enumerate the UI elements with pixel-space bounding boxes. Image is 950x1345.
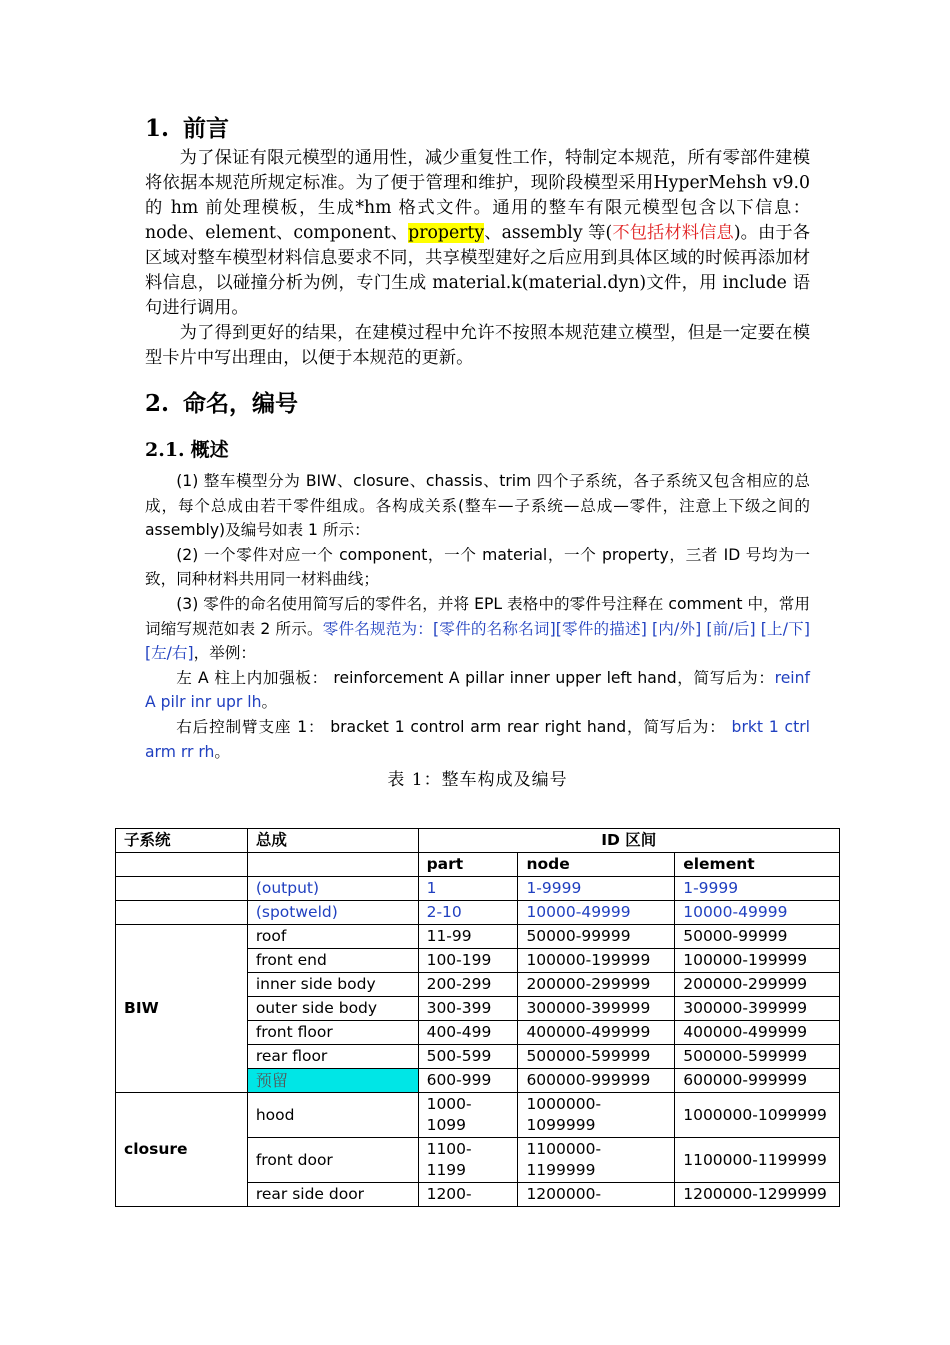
table-row: closure hood 1000- 1099 1000000- 1099999 1000000-1099999	[116, 1093, 840, 1138]
subsystem-biw: BIW	[116, 925, 248, 1093]
table-caption: 表 1：整车构成及编号	[387, 770, 568, 791]
example-abbrev-2: brkt 1 ctrl arm rr rh	[145, 717, 810, 761]
paragraph-overview-1: (1) 整车模型分为 BIW、closure、chassis、trim 四个子系统，各子系统又包含相应的总成，每个总成由若干零件组成。各构成关系(整车—子系统—总成—零件，注意上下级之间的 assembly)及编号如表 1 所示：	[145, 472, 810, 540]
section-heading-1: 1. 前言	[145, 115, 230, 142]
header-part: part	[418, 853, 518, 877]
paragraph-intro-1: 为了保证有限元模型的通用性，减少重复性工作，特制定本规范，所有零部件建模将依据本规范所规定标准。为了便于管理和维护，现阶段模型采用HyperMehsh v9.0 的 hm 前处理模板，生成*hm 格式文件。通用的整车有限元模型包含以下信息：node、element、component、property、assembly 等(不包括材料信息)。由于各区域对整车模型材料信息要求不同，共享模型建好之后应用到具体区域的时候再添加材料信息，以碰撞分析为例，专门生成 material.k(material.dyn)文件，用 include 语句进行调用。	[145, 148, 810, 318]
table-row: front floor 400-499 400000-499999 400000-499999	[116, 1021, 840, 1045]
paragraph-example-1: 左 A 柱上内加强板： reinforcement A pillar inner upper left hand，简写后为：reinf A pilr inr upr lh。	[145, 668, 810, 712]
header-assembly: 总成	[247, 829, 418, 853]
header-node: node	[518, 853, 675, 877]
paragraph-intro-2: 为了得到更好的结果，在建模过程中允许不按照本规范建立模型，但是一定要在模型卡片中写出理由，以便于本规范的更新。	[145, 323, 810, 368]
header-element: element	[675, 853, 840, 877]
highlight-property: property	[408, 223, 485, 243]
paragraph-overview-2: (2) 一个零件对应一个 component，一个 material，一个 property，三者 ID 号均为一致，同种材料共用同一材料曲线；	[145, 545, 810, 589]
table-row: outer side body 300-399 300000-399999 300000-399999	[116, 997, 840, 1021]
table-row: 预留 600-999 600000-999999 600000-999999	[116, 1069, 840, 1093]
header-id-range: ID 区间	[418, 829, 839, 853]
table-row: front door 1100- 1199 1100000- 1199999 1100000-1199999	[116, 1138, 840, 1183]
table-subheader-row	[116, 853, 840, 877]
table-row: rear side door 1200- 1200000- 1200000-1299999	[116, 1183, 840, 1207]
section-heading-2: 2. 命名，编号	[145, 390, 299, 417]
table-row: (output) 1 1-9999 1-9999	[116, 877, 840, 901]
table-row: rear floor 500-599 500000-599999 500000-599999	[116, 1045, 840, 1069]
paragraph-example-2: 右后控制臂支座 1： bracket 1 control arm rear right hand，简写后为： brkt 1 ctrl arm rr rh。	[145, 717, 810, 761]
table-row: BIW roof 11-99 50000-99999 50000-99999	[116, 925, 840, 949]
red-note: 不包括材料信息	[612, 223, 734, 243]
table-row: inner side body 200-299 200000-299999 200000-299999	[116, 973, 840, 997]
header-subsystem: 子系统	[116, 829, 248, 853]
table-row: front end 100-199 100000-199999 100000-199999	[116, 949, 840, 973]
naming-rule: 零件名规范为：[零件的名称名词][零件的描述] [内/外] [前/后] [上/下] [左/右]	[145, 619, 810, 663]
table-header-row	[116, 829, 840, 853]
paragraph-overview-3: (3) 零件的命名使用简写后的零件名，并将 EPL 表格中的零件号注释在 comment 中，常用词缩写规范如表 2 所示。零件名规范为：[零件的名称名词][零件的描述] [内/外] [前/后] [上/下] [左/右]，举例：	[145, 594, 810, 663]
reserved-cell: 预留	[247, 1069, 418, 1093]
example-abbrev-1: reinf A pilr inr upr lh	[145, 668, 810, 712]
vehicle-id-table	[115, 828, 840, 1207]
document-body	[145, 112, 810, 793]
section-heading-2-1: 2.1. 概述	[145, 439, 229, 461]
subsystem-closure: closure	[116, 1093, 248, 1207]
table-row: (spotweld) 2-10 10000-49999 10000-49999	[116, 901, 840, 925]
